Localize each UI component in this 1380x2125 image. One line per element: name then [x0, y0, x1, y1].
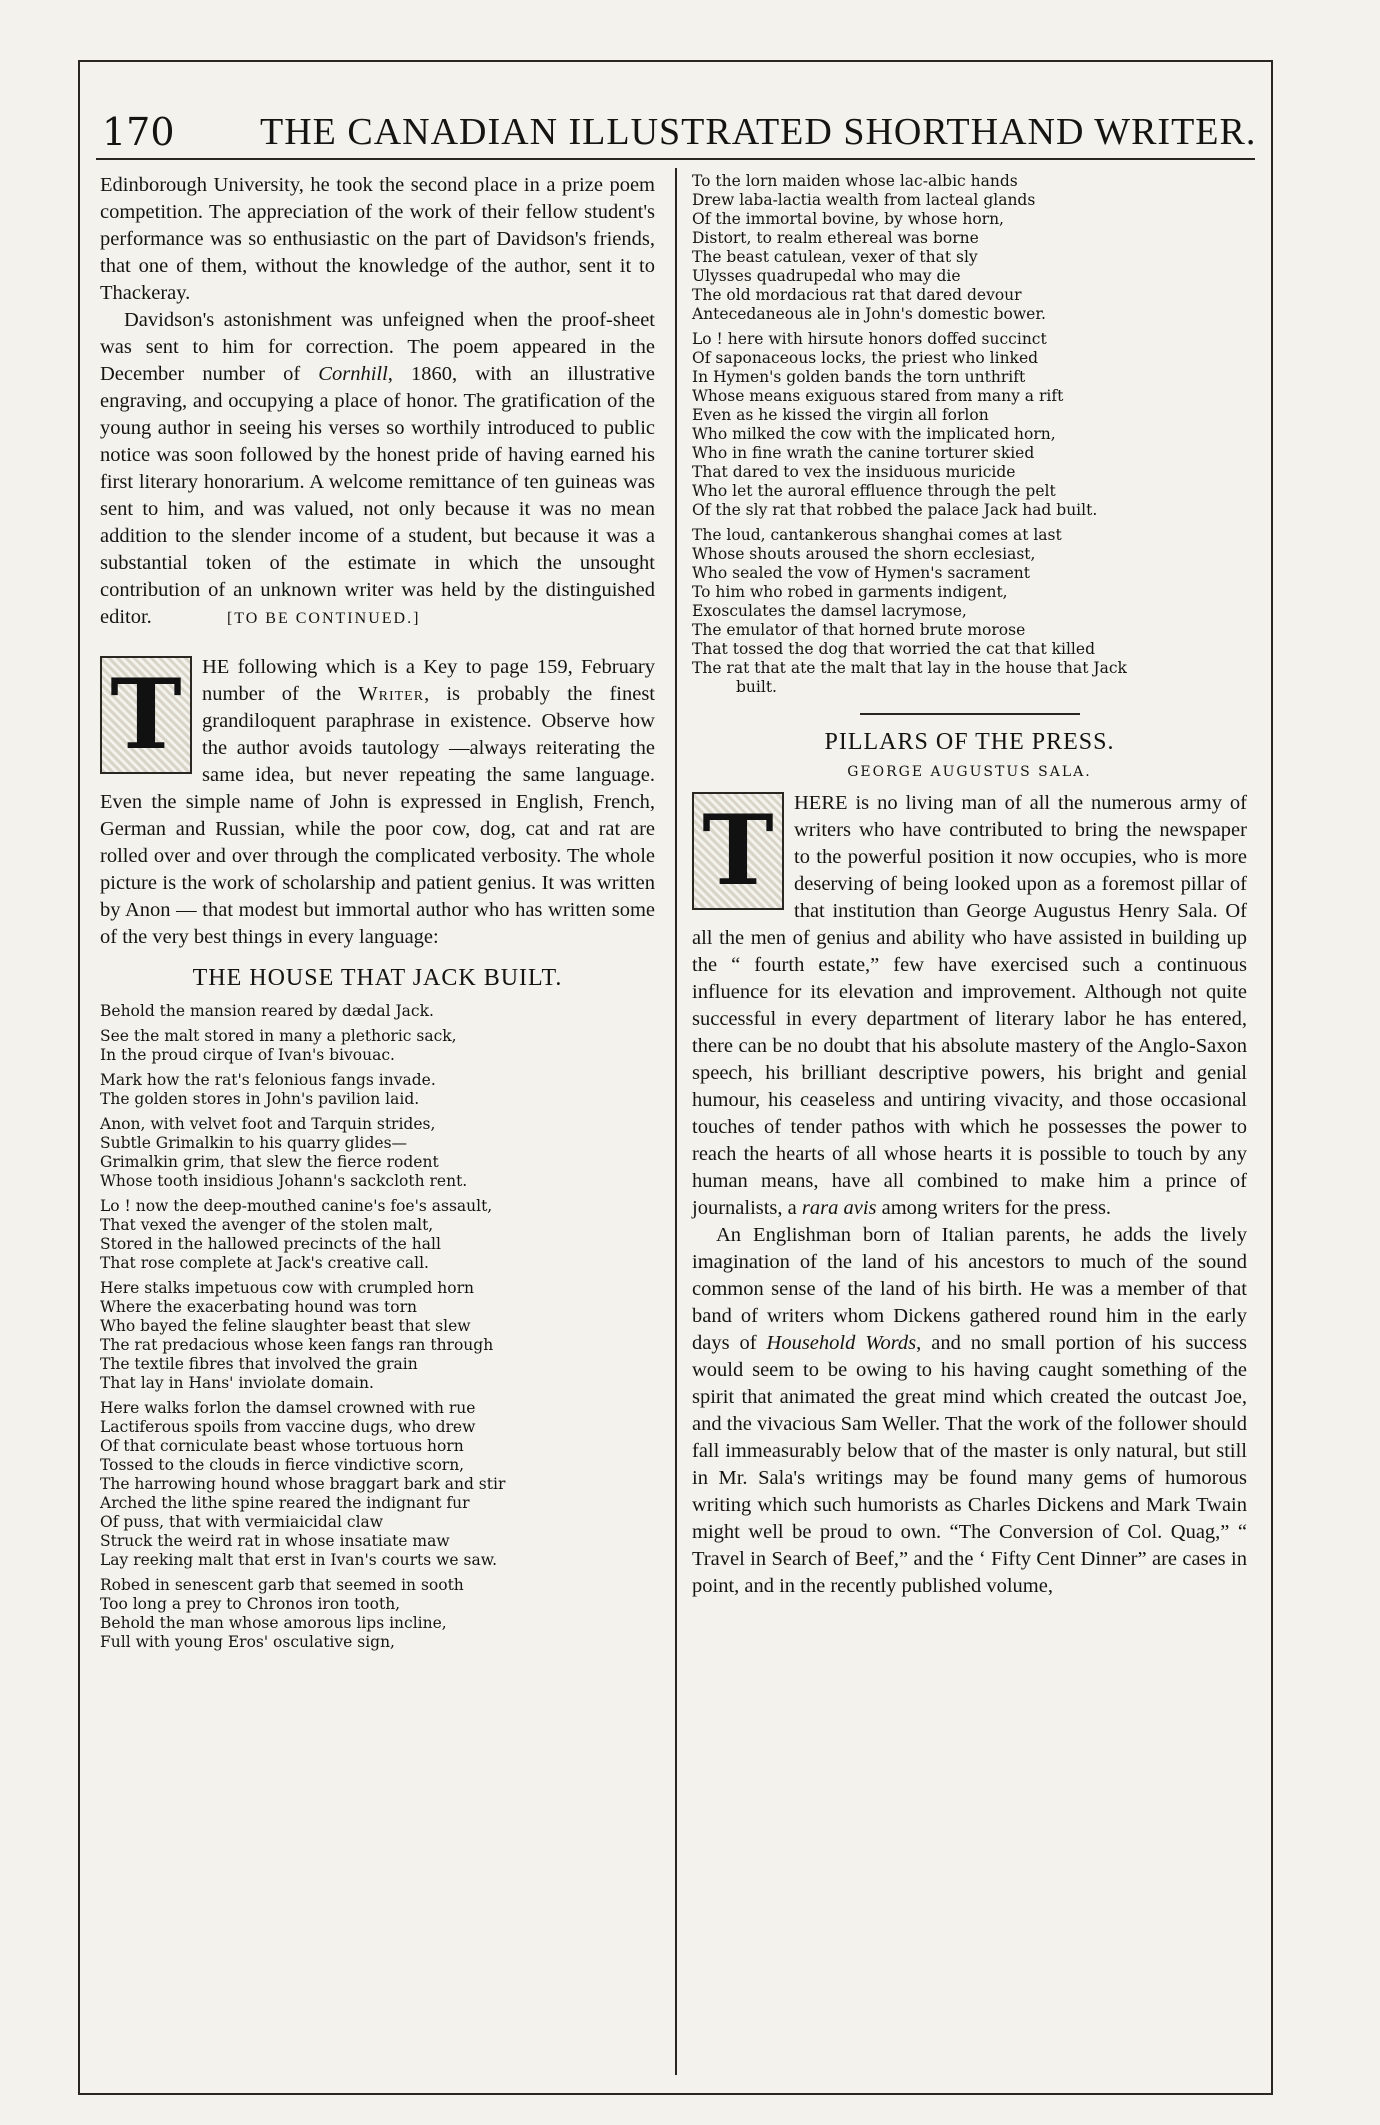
rara-avis: rara avis — [801, 1197, 877, 1219]
poem-line: Here stalks impetuous cow with crumpled horn — [100, 1279, 474, 1297]
sala-b: among writers for the press. — [876, 1197, 1112, 1219]
poem-line: Whose shouts aroused the shorn ecclesiast, — [692, 545, 1036, 563]
header — [80, 104, 1271, 164]
poem-line: Lo ! now the deep-mouthed canine's foe's assault, — [100, 1197, 493, 1215]
poem-stanza — [692, 330, 1247, 520]
poem-line: The emulator of that horned brute morose — [692, 621, 1026, 639]
poem-line: The textile fibres that involved the grain — [100, 1355, 418, 1373]
poem-line: Subtle Grimalkin to his quarry glides— — [100, 1134, 408, 1152]
poem-line: The rat predacious whose keen fangs ran through — [100, 1336, 494, 1354]
poem-line: That dared to vex the insiduous muricide — [692, 463, 1016, 481]
poem-line: The old mordacious rat that dared devour — [692, 286, 1022, 304]
davidson-paragraph-2 — [100, 307, 655, 632]
poem-stanza — [100, 1002, 655, 1021]
poem-line: Behold the man whose amorous lips incline, — [100, 1614, 447, 1632]
poem-stanza — [100, 1027, 655, 1065]
header-rule — [96, 158, 1255, 160]
poem-line: Whose means exiguous stared from many a rift — [692, 387, 1064, 405]
poem-line: Grimalkin grim, that slew the fierce rodent — [100, 1153, 439, 1171]
poem-line: Ulysses quadrupedal who may die — [692, 267, 961, 285]
dropcap-letter: T — [110, 658, 182, 771]
journal-title: THE CANADIAN ILLUSTRATED SHORTHAND WRITER. — [260, 111, 1257, 153]
poem-line: Anon, with velvet foot and Tarquin strides, — [100, 1115, 436, 1133]
poem-line: That rose complete at Jack's creative call. — [100, 1254, 429, 1272]
household-words-title: Household Words — [766, 1332, 917, 1354]
poem-line: Tossed to the clouds in fierce vindictive scorn, — [100, 1456, 465, 1474]
poem-line: Who sealed the vow of Hymen's sacrament — [692, 564, 1030, 582]
poem-line: Even as he kissed the virgin all forlon — [692, 406, 989, 424]
poem-line: The loud, cantankerous shanghai comes at last — [692, 526, 1062, 544]
poem-line: Lactiferous spoils from vaccine dugs, who drew — [100, 1418, 476, 1436]
poem-line: The harrowing hound whose braggart bark and stir — [100, 1475, 506, 1493]
poem-line: Full with young Eros' osculative sign, — [100, 1633, 395, 1651]
poem-line: Who milked the cow with the implicated horn, — [692, 425, 1056, 443]
poem-line: To the lorn maiden whose lac-albic hands — [692, 172, 1018, 190]
section-title: PILLARS OF THE PRESS. — [824, 729, 1115, 755]
poem-line: That vexed the avenger of the stolen malt, — [100, 1216, 434, 1234]
poem-stanza — [100, 1115, 655, 1191]
intro-b: , is probably the finest grandiloquent paraphrase in existence. Observe how the author avoids tautology —always reiterating the same idea, but never repeating the same language. Even the simple name of John is expressed in English, French, German and Russian, while the poor cow, dog, cat and rat are rolled over and over through the complicated verbosity. The whole picture is the work of scholarship and patient genius. It was written by Anon — that modest but immortal author who has written some of the very best things in every language: — [100, 683, 655, 948]
poem-line: Who in fine wrath the canine torturer skied — [692, 444, 1035, 462]
dropcap-letter: T — [702, 794, 774, 907]
ornamental-dropcap-icon — [100, 656, 192, 774]
sala-p2-b: , and no small portion of his success would seem to be owing to his having caught something of the spirit that animated the great mind which created the outcast Joe, and the vivacious Sam Weller. That the work of the follower should fall immeasurably below that of the master is only natural, but still in Mr. Sala's writings may be found many gems of humorous writing which such humorists as Charles Dickens and Mark Twain might well be proud to own. “The Conversion of Col. Quag,” “ Travel in Search of Beef,” and the ‘ Fifty Cent Dinner” are cases in point, and in the recently published volume, — [692, 1332, 1248, 1597]
section-subtitle: GEORGE AUGUSTUS SALA. — [847, 764, 1092, 780]
poem-line: Exosculates the damsel lacrymose, — [692, 602, 967, 620]
poem-line: Behold the mansion reared by dædal Jack. — [100, 1002, 434, 1020]
to-be-continued: [TO BE CONTINUED.] — [226, 610, 421, 627]
poem-left — [100, 1002, 655, 1652]
poem-line: The golden stores in John's pavilion laid. — [100, 1090, 420, 1108]
poem-line: That tossed the dog that worried the cat that killed — [692, 640, 1095, 658]
section-rule — [860, 713, 1080, 715]
poem-stanza — [100, 1279, 655, 1393]
poem-line: Lo ! here with hirsute honors doffed succinct — [692, 330, 1047, 348]
poem-line: Whose tooth insidious Johann's sackcloth rent. — [100, 1172, 468, 1190]
davidson-p2-b: , 1860, with an illustrative engraving, and occupying a place of honor. The gratification of the young author in seeing his verses so worthily introduced to public notice was soon followed by the honest pride of having earned his first literary honorarium. A welcome remittance of ten guineas was sent to him, and was valued, not only because it was no mean addition to the slender income of a student, but because it was a substantial token of the estimate in which the unsought contribution of an unknown writer was held by the distinguished editor. — [100, 363, 655, 628]
poem-line: To him who robed in garments indigent, — [692, 583, 1008, 601]
poem-line: Who bayed the feline slaughter beast that slew — [100, 1317, 471, 1335]
poem-line: Of the sly rat that robbed the palace Jack had built. — [692, 501, 1098, 519]
sala-a: HERE is no living man of all the numerous army of writers who have contributed to bring the newspaper to the powerful position it now occupies, who is more deserving of being looked upon as a foremost pillar of that institution than George Augustus Henry Sala. Of all the men of genius and ability who have assisted in building up the “ fourth estate,” few have exercised such a continuous influence for its elevation and improvement. Although not quite successful in every department of literary labor he has entered, there can be no doubt that his absolute mastery of the Anglo-Saxon speech, his brilliant descriptive powers, his bright and genial humour, his ceaseless and untiring vivacity, and those occasional touches of tender pathos with which he possesses the power to reach the hearts of all whose hearts it is possible to touch by any human means, have all combined to make him a prince of journalists, a — [692, 792, 1247, 1219]
poem-stanza — [100, 1576, 655, 1652]
column-divider — [675, 168, 677, 2075]
poem-right — [692, 172, 1247, 697]
page — [78, 60, 1273, 2095]
ornamental-dropcap-icon — [692, 792, 784, 910]
poem-stanza — [692, 172, 1247, 324]
poem-stanza — [692, 526, 1247, 697]
poem-line: Of that corniculate beast whose tortuous horn — [100, 1437, 464, 1455]
intro-block — [100, 654, 655, 951]
poem-line: Stored in the hallowed precincts of the hall — [100, 1235, 441, 1253]
intro-a: HE following which is a Key to page 159, February number of the — [202, 656, 655, 705]
poem-line: Arched the lithe spine reared the indignant fur — [100, 1494, 470, 1512]
poem-title: THE HOUSE THAT JACK BUILT. — [192, 965, 563, 991]
poem-line: Distort, to realm ethereal was borne — [692, 229, 979, 247]
poem-line: Of the immortal bovine, by whose horn, — [692, 210, 1004, 228]
poem-line: Too long a prey to Chronos iron tooth, — [100, 1595, 401, 1613]
right-column — [692, 172, 1247, 2073]
poem-line: That lay in Hans' inviolate domain. — [100, 1374, 374, 1392]
poem-line: Drew laba-lactia wealth from lacteal glands — [692, 191, 1036, 209]
poem-line: built. — [736, 678, 777, 696]
poem-line: The rat that ate the malt that lay in the house that Jack — [692, 659, 1127, 677]
sala-block — [692, 790, 1247, 1222]
poem-stanza — [100, 1197, 655, 1273]
poem-line: In Hymen's golden bands the torn unthrift — [692, 368, 1026, 386]
sala-paragraph-2 — [692, 1222, 1247, 1600]
writer-title: Writer — [358, 683, 425, 705]
davidson-paragraph-1: Edinborough University, he took the second place in a prize poem competition. The appreciation of the work of their fellow student's performance was so enthusiastic on the part of Davidson's friends, that one of them, without the knowledge of the author, sent it to Thackeray. — [100, 174, 655, 304]
poem-line: Of puss, that with vermiaicidal claw — [100, 1513, 384, 1531]
poem-line: Antecedaneous ale in John's domestic bower. — [692, 305, 1046, 323]
left-column — [100, 172, 655, 2073]
poem-line: Who let the auroral effluence through the pelt — [692, 482, 1056, 500]
poem-line: Mark how the rat's felonious fangs invade. — [100, 1071, 436, 1089]
poem-line: Of saponaceous locks, the priest who linked — [692, 349, 1039, 367]
davidson-p2-a: Davidson's astonishment was unfeigned when the proof-sheet was sent to him for correction. The poem appeared in the December number of — [100, 309, 655, 385]
poem-line: Robed in senescent garb that seemed in sooth — [100, 1576, 464, 1594]
poem-line: The beast catulean, vexer of that sly — [692, 248, 978, 266]
poem-line: Struck the weird rat in whose insatiate maw — [100, 1532, 450, 1550]
poem-line: Here walks forlon the damsel crowned with rue — [100, 1399, 476, 1417]
poem-line: Where the exacerbating hound was torn — [100, 1298, 417, 1316]
sala-p2-a: An Englishman born of Italian parents, he adds the lively imagination of the land of his ancestors to much of the sound common sense of the land of his birth. He was a member of that band of writers whom Dickens gathered round him in the early days of — [692, 1224, 1247, 1354]
poem-line: In the proud cirque of Ivan's bivouac. — [100, 1046, 395, 1064]
poem-stanza — [100, 1071, 655, 1109]
poem-line: See the malt stored in many a plethoric sack, — [100, 1027, 457, 1045]
cornhill-title: Cornhill — [318, 363, 388, 385]
poem-stanza — [100, 1399, 655, 1570]
poem-line: Lay reeking malt that erst in Ivan's courts we saw. — [100, 1551, 498, 1569]
page-number: 170 — [102, 110, 175, 154]
